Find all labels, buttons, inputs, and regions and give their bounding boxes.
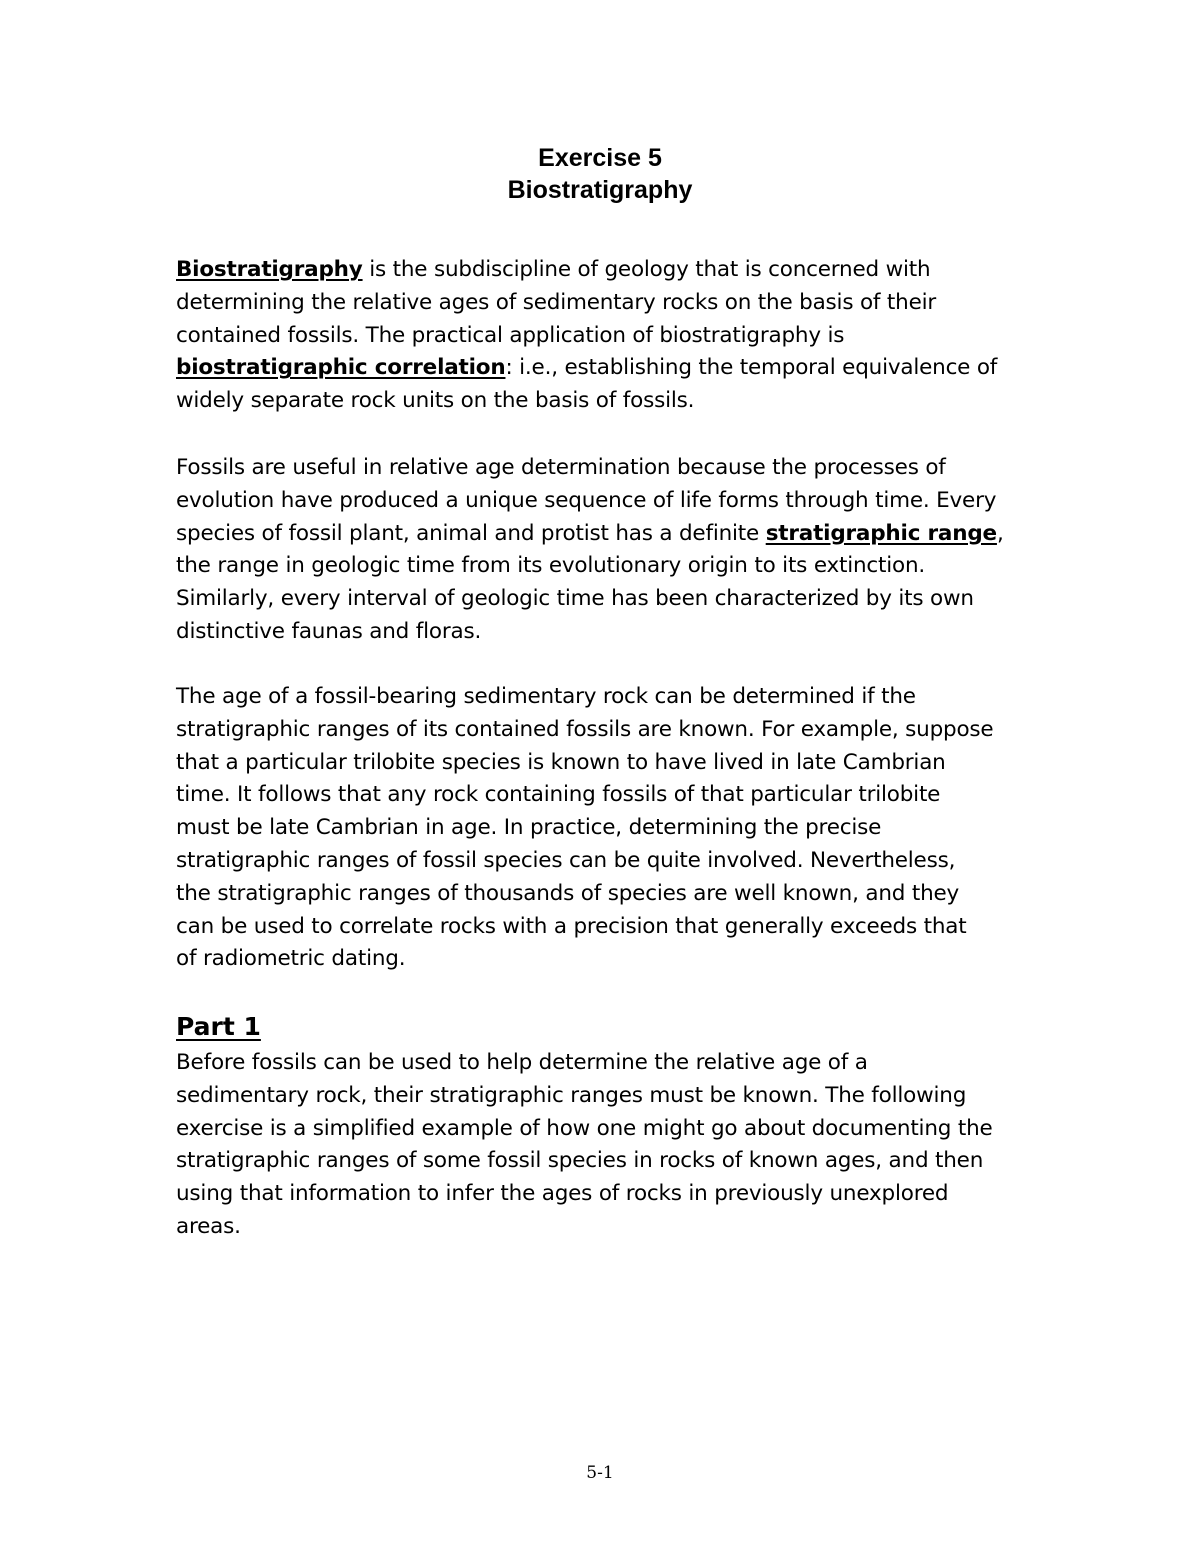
- text-line: can be used to correlate rocks with a precision that generally exceeds that: [176, 913, 967, 939]
- text-line: evolution have produced a unique sequence of life forms through time. Every: [176, 487, 997, 513]
- paragraph-age-determination: [176, 681, 1056, 976]
- text-line: Similarly, every interval of geologic time has been characterized by its own: [176, 586, 974, 612]
- paragraph-definition: [176, 254, 1056, 418]
- text-line: time. It follows that any rock containing fossils of that particular trilobite: [176, 782, 941, 808]
- text-line: must be late Cambrian in age. In practice, determining the precise: [176, 815, 882, 841]
- text-line: distinctive faunas and floras.: [176, 618, 482, 644]
- term-biostratigraphic-correlation: biostratigraphic correlation: [176, 355, 506, 381]
- paragraph-part-1: [176, 1047, 1056, 1244]
- title-block: [0, 142, 1200, 206]
- text-fragment: is the subdiscipline of geology that is concerned with: [362, 257, 931, 282]
- term-stratigraphic-range: stratigraphic range: [765, 520, 997, 546]
- text-line: exercise is a simplified example of how one might go about documenting the: [176, 1115, 993, 1141]
- exercise-title: Exercise 5: [538, 144, 662, 172]
- text-line: that a particular trilobite species is known to have lived in late Cambrian: [176, 749, 946, 775]
- page-number: 5-1: [586, 1463, 614, 1483]
- text-fragment: ,: [996, 520, 1004, 546]
- text-line: Before fossils can be used to help determine the relative age of a: [176, 1050, 868, 1075]
- text-fragment: species of fossil plant, animal and protist has a definite: [176, 520, 766, 546]
- paragraph-fossils: [176, 452, 1056, 649]
- text-line: areas.: [176, 1213, 241, 1239]
- text-line: [176, 254, 1056, 287]
- text-line: determining the relative ages of sedimentary rocks on the basis of their: [176, 289, 937, 315]
- text-line: sedimentary rock, their stratigraphic ranges must be known. The following: [176, 1082, 967, 1108]
- text-line: using that information to infer the ages of rocks in previously unexplored: [176, 1181, 949, 1207]
- text-line: the stratigraphic ranges of thousands of species are well known, and they: [176, 880, 960, 906]
- text-line: of radiometric dating.: [176, 946, 406, 972]
- text-line: the range in geologic time from its evolutionary origin to its extinction.: [176, 553, 926, 579]
- term-biostratigraphy: Biostratigraphy: [176, 257, 363, 282]
- text-line: stratigraphic ranges of its contained fossils are known. For example, suppose: [176, 716, 994, 742]
- text-line: stratigraphic ranges of fossil species can be quite involved. Nevertheless,: [176, 847, 956, 873]
- text-line: [176, 518, 1056, 551]
- text-line: Fossils are useful in relative age determination because the processes of: [176, 455, 946, 480]
- text-line: The age of a fossil-bearing sedimentary rock can be determined if the: [176, 684, 916, 709]
- text-line: widely separate rock units on the basis of fossils.: [176, 388, 695, 414]
- text-line: [176, 352, 1056, 385]
- text-line: contained fossils. The practical application of biostratigraphy is: [176, 322, 845, 348]
- exercise-subtitle: Biostratigraphy: [507, 176, 693, 204]
- text-line: stratigraphic ranges of some fossil species in rocks of known ages, and then: [176, 1148, 984, 1174]
- section-heading-part-1: Part 1: [176, 1012, 261, 1041]
- text-fragment: : i.e., establishing the temporal equivalence of: [505, 355, 998, 381]
